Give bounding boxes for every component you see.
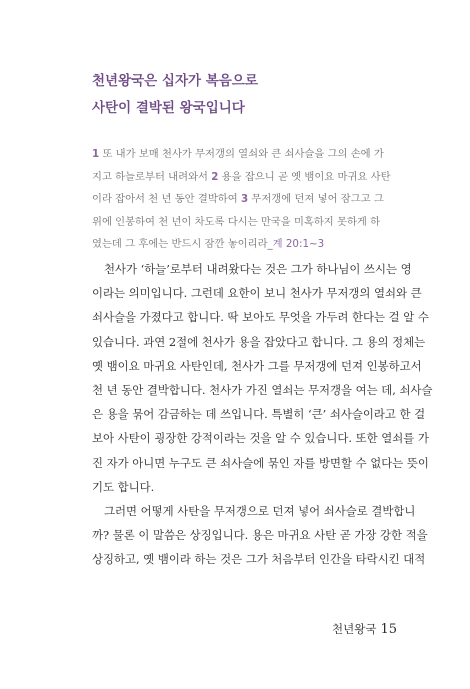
body-line: 옛 뱀이요 마귀요 사탄인데, 천사가 그를 무저갱에 던져 인봉하고서 [92,358,422,373]
quote-line-4: 위에 인봉하여 천 년이 차도록 다시는 만국을 미혹하지 못하게 하 [92,215,381,228]
body-line: 천사가 ‘하늘’로부터 내려왔다는 것은 그가 하나님이 쓰시는 영 [104,262,412,276]
body-line: 상징하고, 옛 뱀이라 하는 것은 그가 처음부터 인간을 타락시킨 대적 [92,552,426,567]
scripture-quote [92,143,391,256]
body-line: 기도 합니다. [92,479,155,494]
section-heading [92,68,258,122]
quote-line-1 [92,143,382,166]
body-line: 진 자가 아니면 누구도 큰 쇠사슬에 묶인 자를 방면할 수 없다는 뜻이 [92,455,429,470]
body-line: 쇠사슬을 가졌다고 합니다. 딱 보아도 무엇을 가두려 한다는 걸 알 수 [92,310,429,325]
quote-text: 였는데 그 후에는 반드시 잠깐 놓이리라 [92,238,268,251]
verse-number-3: 3 [240,193,249,206]
quote-text: 또 내가 보매 천사가 무저갱의 열쇠와 큰 쇠사슬을 그의 손에 가 [99,148,384,160]
scripture-reference: _계 20:1~3 [267,238,325,251]
body-line: 그러면 어떻게 사탄을 무저갱으로 던져 넣어 쇠사슬로 결박합니 [104,504,416,519]
body-line: 이라는 의미입니다. 그런데 요한이 보니 천사가 무저갱의 열쇠와 큰 [92,286,422,301]
verse-number-2: 2 [211,170,219,183]
quote-text: 지고 하늘로부터 내려와서 [92,170,212,183]
quote-line-5 [92,233,382,256]
verse-number-1: 1 [92,148,100,160]
body-text [92,257,433,572]
heading-line-2: 사탄이 결박된 왕국입니다 [92,100,245,116]
body-line: 까? 물론 이 말씀은 상징입니다. 용은 마귀요 사탄 곧 가장 강한 적을 [92,528,428,543]
page-footer [332,621,397,637]
body-line: 보아 사탄이 굉장한 강적이라는 것을 알 수 있습니다. 또한 열쇠를 가 [92,431,429,446]
quote-text: 용을 잡으니 곧 옛 뱀이요 마귀요 사탄 [218,170,391,183]
quote-line-2 [92,166,391,189]
body-line: 천 년 동안 결박합니다. 천사가 가진 열쇠는 무저갱을 여는 데, 쇠사슬 [92,383,433,398]
page-number: 15 [380,622,397,637]
quote-line-3 [92,188,382,211]
quote-text: 이라 잡아서 천 년 동안 결박하여 [92,193,241,206]
body-line: 은 용을 묶어 감금하는 데 쓰입니다. 특별히 ‘큰’ 쇠사슬이라고 한 걸 [92,407,426,422]
quote-text: 무저갱에 던져 넣어 잠그고 그 [248,193,384,206]
heading-line-1: 천년왕국은 십자가 복음으로 [92,73,258,89]
running-title: 천년왕국 [332,622,377,636]
body-line: 있습니다. 과연 2절에 천사가 용을 잡았다고 합니다. 그 용의 정체는 [92,334,426,349]
